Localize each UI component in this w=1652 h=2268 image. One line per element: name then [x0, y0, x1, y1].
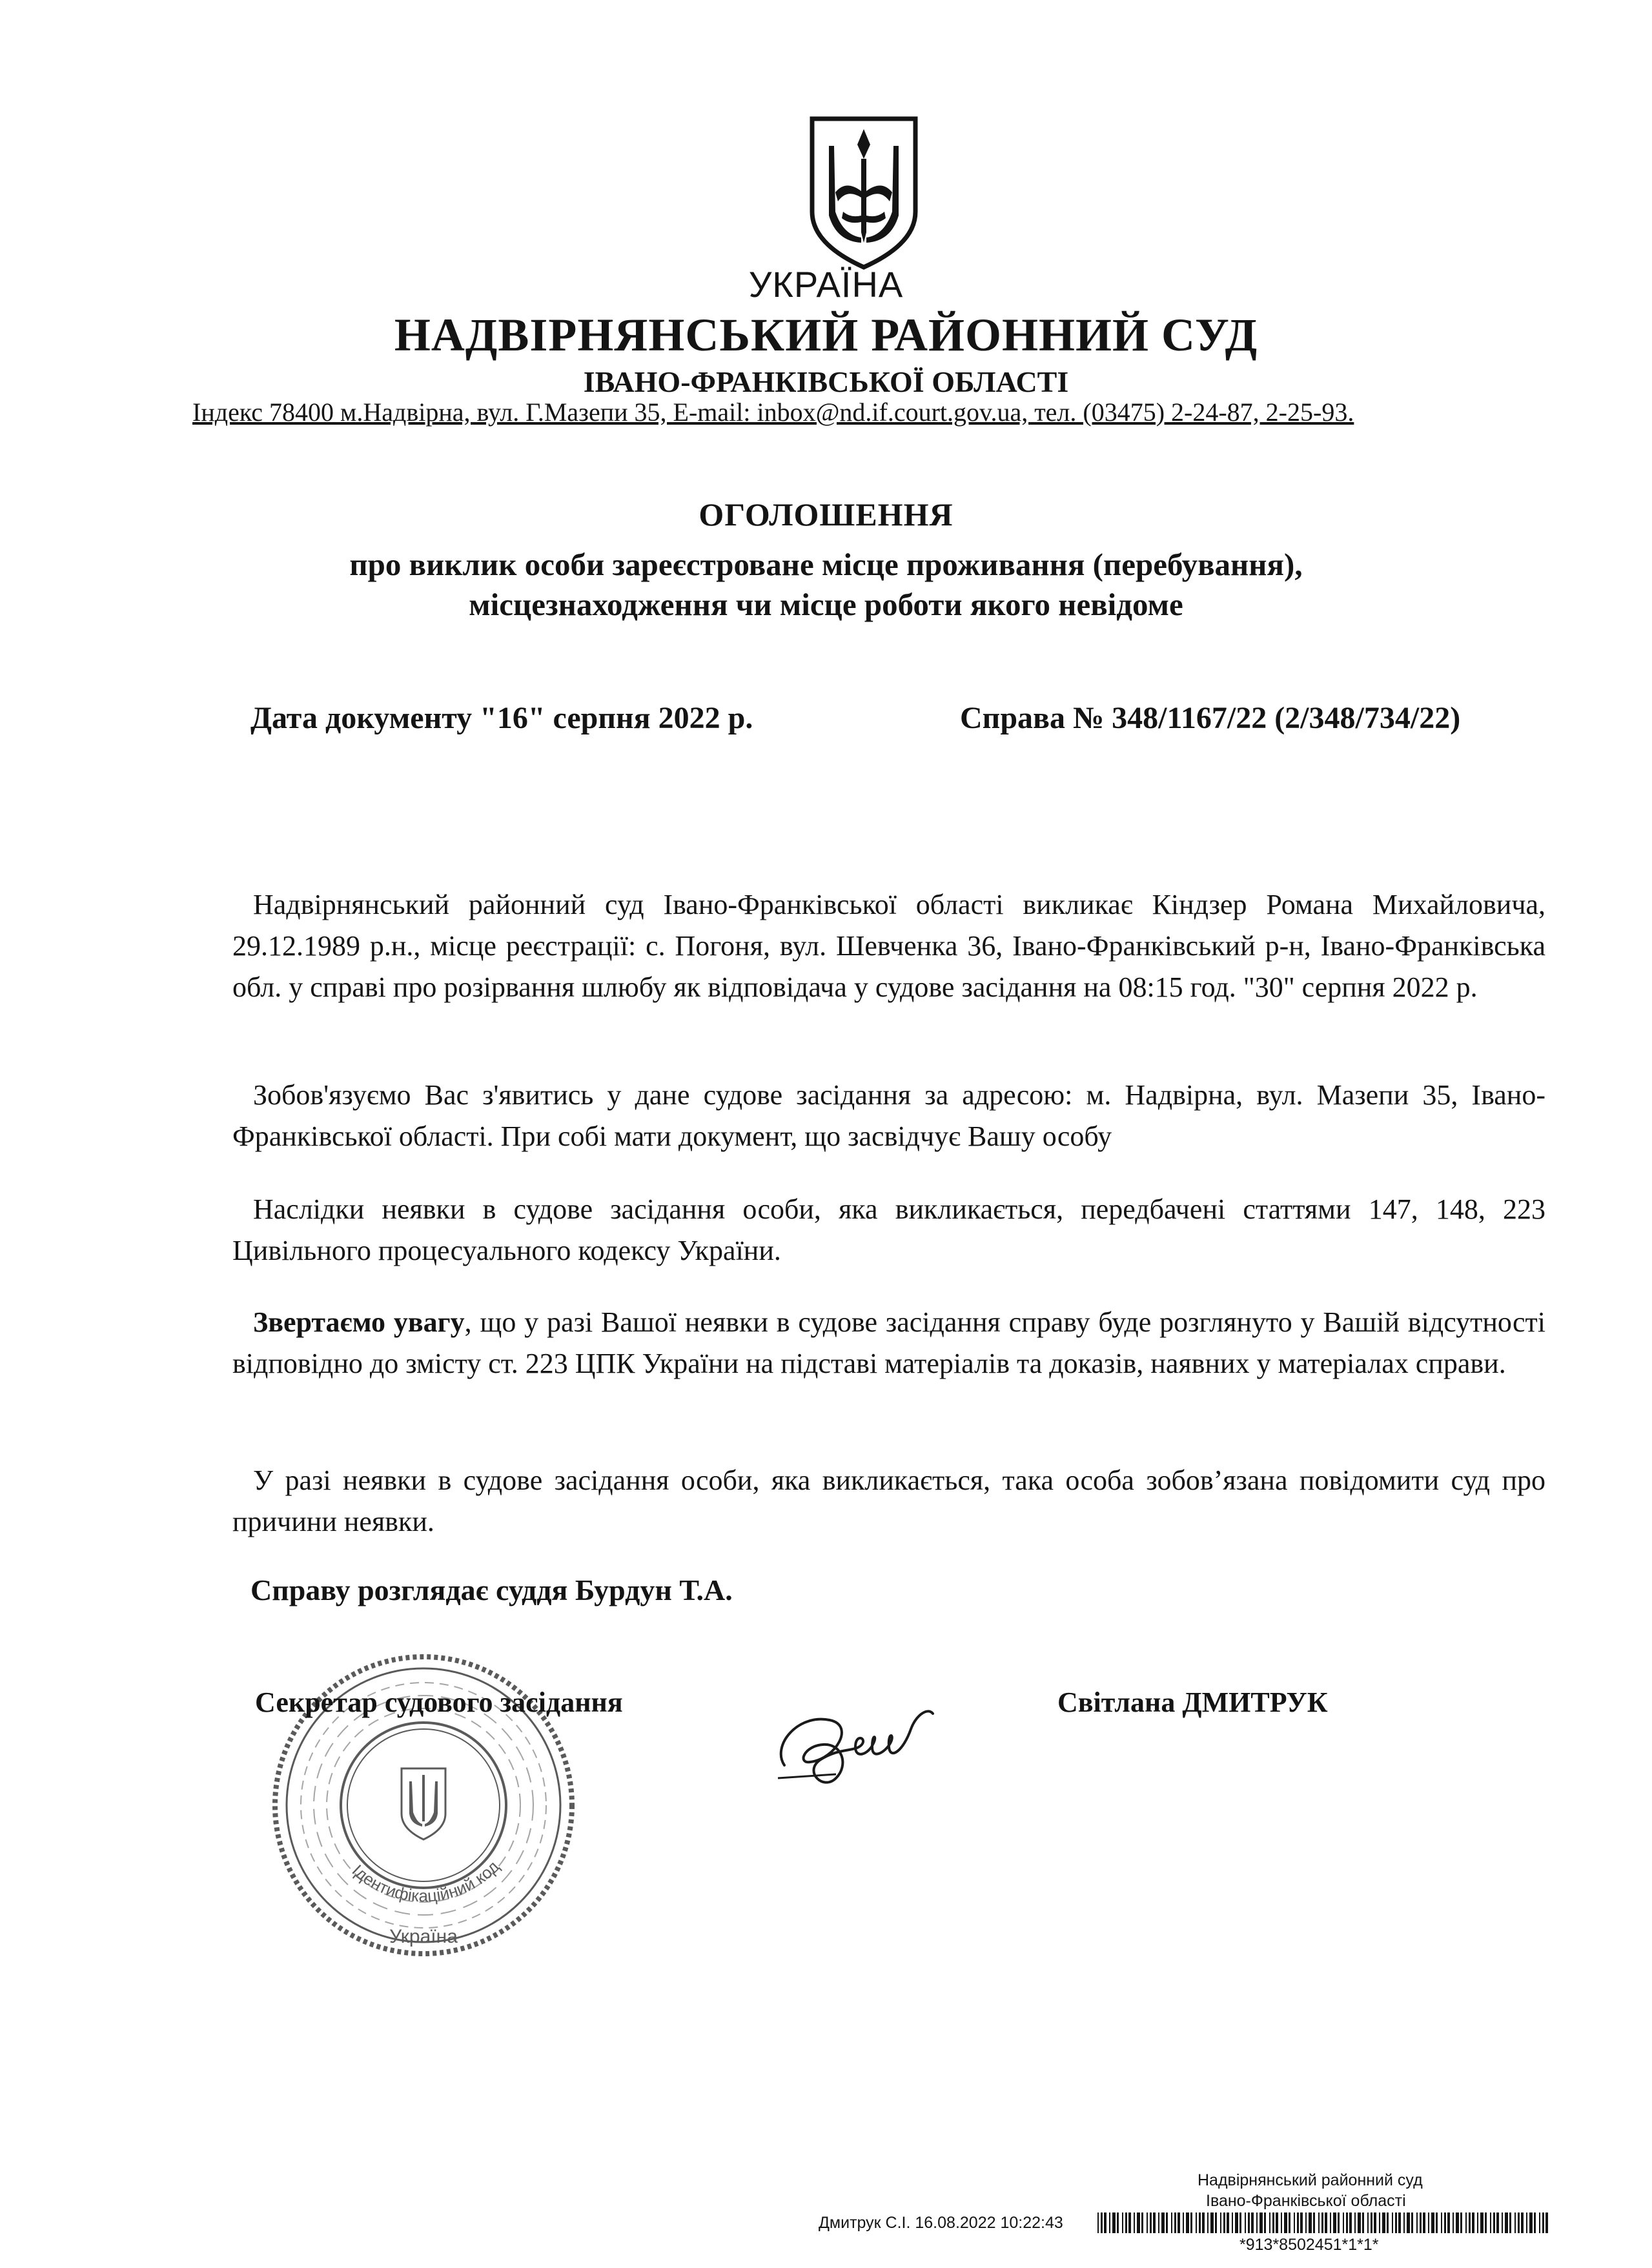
barcode-bar — [1493, 2212, 1495, 2233]
barcode-bar — [1346, 2212, 1348, 2233]
barcode-bar — [1469, 2212, 1471, 2233]
barcode-bar — [1215, 2212, 1217, 2233]
barcode-bar — [1109, 2212, 1110, 2233]
barcode-bar — [1416, 2212, 1418, 2233]
barcode-bar — [1210, 2212, 1214, 2233]
barcode-bar — [1186, 2212, 1189, 2233]
barcode-bar — [1374, 2212, 1376, 2233]
barcode-bar — [1199, 2212, 1201, 2233]
paragraph-attention — [232, 1302, 1545, 1384]
barcode-bar — [1465, 2212, 1467, 2233]
barcode-bar — [1330, 2212, 1331, 2233]
barcode-bar — [1428, 2212, 1429, 2233]
barcode-bar — [1122, 2212, 1123, 2233]
barcode-bar — [1161, 2212, 1165, 2233]
barcode-bar — [1480, 2212, 1484, 2233]
barcode-bar — [1235, 2212, 1238, 2233]
footer-court-line1: Надвірнянський районний суд — [1198, 2171, 1423, 2189]
barcode-bar — [1141, 2212, 1143, 2233]
barcode-bar — [1134, 2212, 1135, 2233]
notice-subtitle-line1: про виклик особи зареєстроване місце проживання (перебування), — [349, 547, 1303, 582]
barcode-bar — [1367, 2212, 1369, 2233]
barcode-bar — [1509, 2212, 1511, 2233]
barcode-bar — [1460, 2212, 1462, 2233]
stamp-bottom-text: Україна — [389, 1926, 458, 1947]
barcode-bar — [1117, 2212, 1119, 2233]
barcode-bar — [1297, 2212, 1299, 2233]
barcode-bar — [1190, 2212, 1192, 2233]
barcode-bar — [1362, 2212, 1364, 2233]
barcode-bar — [1220, 2212, 1221, 2233]
barcode-bar — [1453, 2212, 1454, 2233]
barcode-bar — [1338, 2212, 1340, 2233]
barcode-bar — [1411, 2212, 1413, 2233]
barcode-bar — [1472, 2212, 1474, 2233]
barcode-bar — [1318, 2212, 1320, 2233]
barcode-bar — [1178, 2212, 1180, 2233]
barcode-bar — [1259, 2212, 1263, 2233]
paragraph-summons-text: Надвірнянський районний суд Івано-Франківської області викликає Кіндзер Романа Михайловича, 29.12.1989 р.н., місце реєстрації: с. Погоня, вул. Шевченка 36, Івано-Франківський р-н, Івано-Франківська обл. у справі про розірвання шлюбу як відповідача у судове засідання на 08:15 год. "30" серпня 2022 р. — [232, 889, 1545, 1003]
footer-court-line2: Івано-Франківської області — [1206, 2192, 1406, 2210]
paragraph-consequences — [232, 1189, 1545, 1271]
barcode-bar — [1514, 2212, 1516, 2233]
barcode-bar — [1183, 2212, 1184, 2233]
barcode-bar — [1264, 2212, 1266, 2233]
barcode-bar — [1150, 2212, 1152, 2233]
barcode-bar — [1174, 2212, 1176, 2233]
barcode-bar — [1398, 2212, 1401, 2233]
barcode-bar — [1097, 2212, 1099, 2233]
barcode-bar — [1521, 2212, 1524, 2233]
barcode-bar — [1392, 2212, 1393, 2233]
barcode-bar — [1294, 2212, 1295, 2233]
barcode-bar — [1441, 2212, 1442, 2233]
barcode-bar — [1382, 2212, 1385, 2233]
barcode-bar — [1444, 2212, 1446, 2233]
attention-bold: Звертаємо увагу — [253, 1306, 465, 1338]
barcode-bar — [1436, 2212, 1438, 2233]
barcode-bar — [1539, 2212, 1540, 2233]
paragraph-address — [232, 1075, 1545, 1157]
barcode-bar — [1431, 2212, 1434, 2233]
barcode-bar — [1502, 2212, 1503, 2233]
barcode-bar — [1147, 2212, 1148, 2233]
barcode-bar — [1545, 2212, 1548, 2233]
barcode-bar — [1423, 2212, 1425, 2233]
barcode-bar — [1333, 2212, 1336, 2233]
barcode-bar — [1112, 2212, 1116, 2233]
court-address: Індекс 78400 м.Надвірна, вул. Г.Мазепи 35, E-mail: inbox@nd.if.court.gov.ua, тел. (03475) 2-24-87, 2-25-93. — [192, 398, 1354, 427]
barcode-bar — [1158, 2212, 1159, 2233]
barcode-bar — [1223, 2212, 1225, 2233]
barcode-bar — [1289, 2212, 1290, 2233]
barcode-bar — [1354, 2212, 1356, 2233]
stamp-lower-text: Ідентифікаційний код — [348, 1856, 504, 1906]
barcode-bar — [1529, 2212, 1533, 2233]
barcode-bar — [1321, 2212, 1323, 2233]
barcode-bar — [1207, 2212, 1208, 2233]
barcode-bar — [1447, 2212, 1450, 2233]
barcode-bar — [1395, 2212, 1397, 2233]
barcode-bar — [1505, 2212, 1508, 2233]
footer-signed-by: Дмитрук С.І. 16.08.2022 10:22:43 — [819, 2214, 1063, 2232]
barcode-bar — [1300, 2212, 1303, 2233]
signatory-name: Світлана ДМИТРУК — [1057, 1686, 1328, 1718]
barcode-bar — [1232, 2212, 1233, 2233]
case-number: Справа № 348/1167/22 (2/348/734/22) — [960, 701, 1461, 735]
country-name: УКРАЇНА — [748, 264, 904, 305]
barcode-bar — [1202, 2212, 1205, 2233]
barcode-bar — [1196, 2212, 1197, 2233]
barcode-bar — [1276, 2212, 1278, 2233]
barcode-bar — [1407, 2212, 1410, 2233]
barcode-bar — [1496, 2212, 1499, 2233]
barcode-bar — [1166, 2212, 1168, 2233]
barcode-bar — [1101, 2212, 1103, 2233]
barcode-bar — [1371, 2212, 1372, 2233]
barcode-bar — [1125, 2212, 1127, 2233]
paragraph-notify-text: У разі неявки в судове засідання особи, яка викликається, така особа зобов’язана повідомити суд про причини неявки. — [232, 1464, 1545, 1537]
oblast-name: ІВАНО-ФРАНКІВСЬКОЇ ОБЛАСТІ — [583, 365, 1069, 398]
paragraph-notify — [232, 1460, 1545, 1543]
barcode-bar — [1281, 2212, 1282, 2233]
barcode-bar — [1526, 2212, 1527, 2233]
paragraph-summons — [232, 884, 1545, 1008]
barcode-bar — [1379, 2212, 1380, 2233]
notice-subtitle-line2: місцезнаходження чи місце роботи якого невідоме — [469, 587, 1183, 622]
barcode-bar — [1153, 2212, 1156, 2233]
paragraph-consequences-text: Наслідки неявки в судове засідання особи, яка викликається, передбачені статтями 147, 148, 223 Цивільного процесуального кодексу України. — [232, 1193, 1545, 1266]
handwritten-signature — [759, 1688, 946, 1804]
barcode-bar — [1534, 2212, 1536, 2233]
trident-emblem-icon — [806, 115, 922, 270]
barcode-bar — [1542, 2212, 1544, 2233]
barcode-bar — [1477, 2212, 1478, 2233]
barcode-bar — [1171, 2212, 1172, 2233]
barcode-bar — [1305, 2212, 1307, 2233]
barcode-bar — [1325, 2212, 1327, 2233]
barcode-bar — [1313, 2212, 1315, 2233]
barcode-bar — [1349, 2212, 1352, 2233]
barcode-bar — [1518, 2212, 1520, 2233]
barcode-bar — [1490, 2212, 1491, 2233]
barcode-bar — [1104, 2212, 1106, 2233]
barcode-bar — [1269, 2212, 1270, 2233]
stamp-emblem-icon — [402, 1768, 445, 1839]
signature-role: Секретар судового засідання — [255, 1686, 623, 1718]
document-date: Дата документу "16" серпня 2022 р. — [250, 701, 753, 735]
barcode-bar — [1137, 2212, 1140, 2233]
barcode-bar — [1251, 2212, 1254, 2233]
barcode-bar — [1485, 2212, 1487, 2233]
barcode-bar — [1456, 2212, 1459, 2233]
barcode-bar — [1403, 2212, 1405, 2233]
barcode-bar — [1343, 2212, 1344, 2233]
barcode-bar — [1245, 2212, 1246, 2233]
barcode-bar — [1128, 2212, 1131, 2233]
notice-title: ОГОЛОШЕННЯ — [699, 496, 953, 532]
court-name: НАДВІРНЯНСЬКИЙ РАЙОННИЙ СУД — [394, 309, 1258, 361]
paragraph-address-text: Зобов'язуємо Вас з'явитись у дане судове засідання за адресою: м. Надвірна, вул. Мазепи 35, Івано-Франківської області. При собі мати документ, що засвідчує Вашу особу — [232, 1079, 1545, 1152]
barcode-bar — [1358, 2212, 1361, 2233]
judge-line: Справу розглядає суддя Бурдун Т.А. — [250, 1574, 733, 1606]
attention-text: , що у разі Вашої неявки в судове засідання справу буде розглянуто у Вашій відсутності відповідно до змісту ст. 223 ЦПК України на підставі матеріалів та доказів, наявних у матеріалах справи. — [232, 1306, 1545, 1379]
barcode-bar — [1309, 2212, 1312, 2233]
barcode-bar — [1420, 2212, 1422, 2233]
barcode-bar — [1256, 2212, 1258, 2233]
barcode-bar — [1284, 2212, 1287, 2233]
barcode-bar — [1248, 2212, 1250, 2233]
footer-barcode-code: *913*8502451*1*1* — [1239, 2236, 1379, 2254]
barcode-bar — [1227, 2212, 1229, 2233]
barcode-bar — [1239, 2212, 1241, 2233]
barcode-bar — [1387, 2212, 1389, 2233]
barcode-bar — [1272, 2212, 1274, 2233]
barcode-icon — [1097, 2212, 1549, 2233]
